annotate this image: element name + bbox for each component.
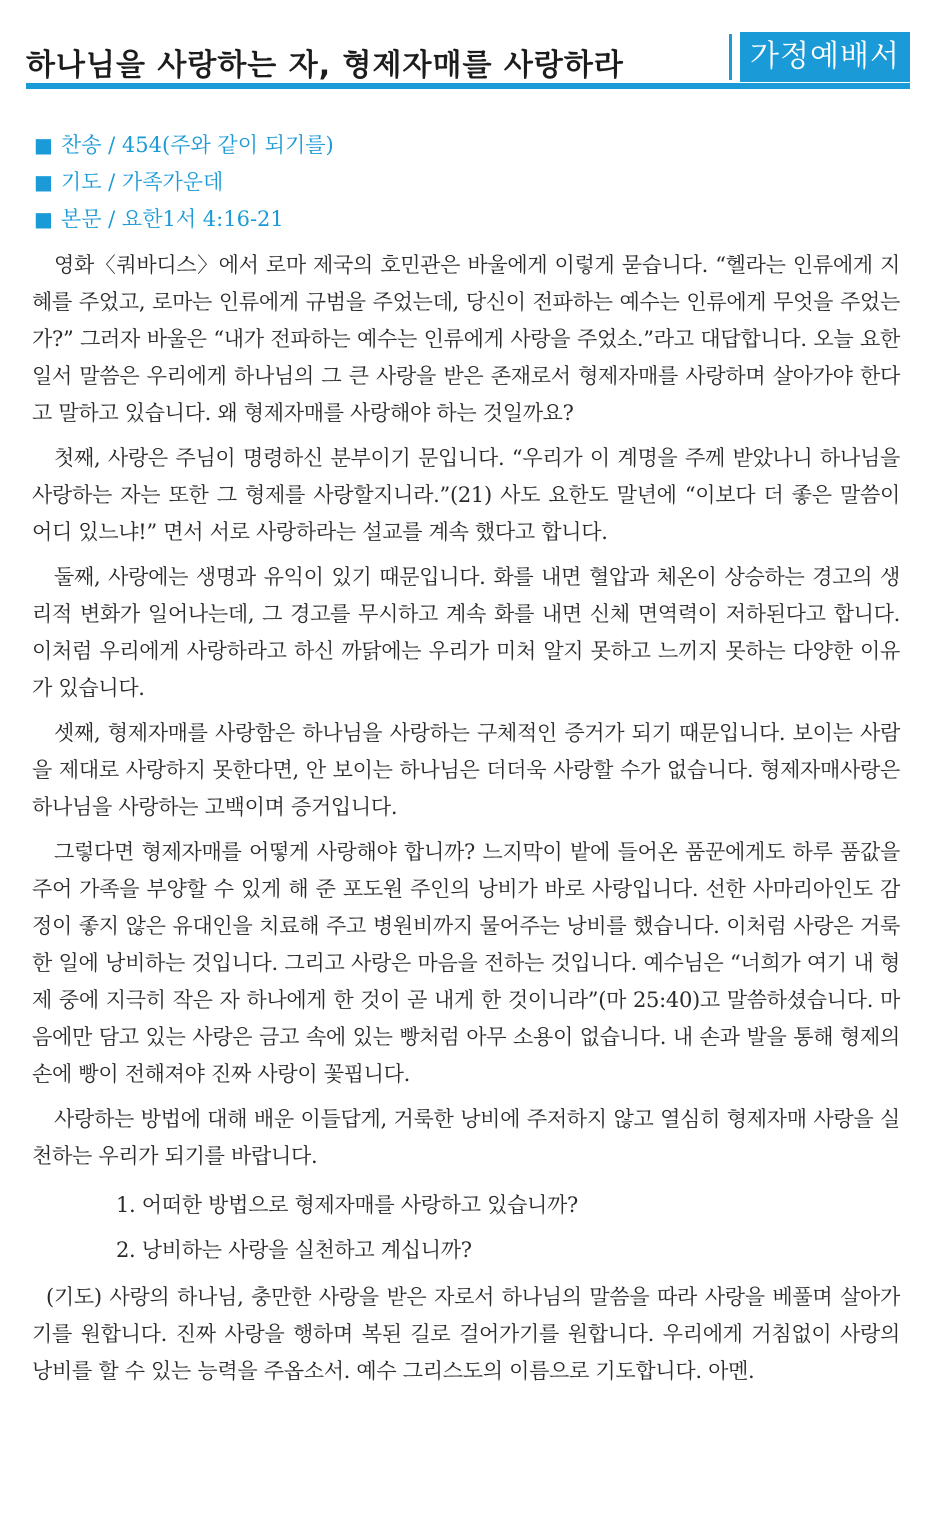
paragraph-first: 첫째, 사랑은 주님이 명령하신 분부이기 문입니다. “우리가 이 계명을 주께 받았나니 하나님을 사랑하는 자는 또한 그 형제를 사랑할지니라.”(21) 사도 요한도 말년에 “이보다 더 좋은 말씀이 어디 있느냐!” 면서 서로 사랑하라는 설교를 계속 했다고 합니다. bbox=[32, 446, 900, 544]
scripture-info bbox=[34, 201, 334, 238]
closing-prayer: (기도) 사랑의 하나님, 충만한 사랑을 받은 자로서 하나님의 말씀을 따라 사랑을 베풀며 살아가기를 원합니다. 진짜 사랑을 행하며 복된 길로 걸어가기를 원합니다. 우리에게 거침없이 사랑의 낭비를 할 수 있는 능력을 주옵소서. 예수 그리스도의 이름으로 기도합니다. 아멘. bbox=[32, 1285, 900, 1383]
page-title: 하나님을 사랑하는 자, 형제자매를 사랑하라 bbox=[26, 48, 624, 83]
discussion-questions bbox=[32, 1183, 900, 1273]
scripture-text: 본문 / 요한1서 4:16-21 bbox=[60, 207, 284, 231]
square-bullet-icon: ■ bbox=[34, 207, 53, 231]
header bbox=[26, 30, 910, 92]
prayer-leader-text: 기도 / 가족가운데 bbox=[60, 170, 224, 194]
category-badge: 가정예배서 bbox=[740, 32, 910, 82]
paragraph-conclusion: 사랑하는 방법에 대해 배운 이들답게, 거룩한 낭비에 주저하지 않고 열심히 형제자매 사랑을 실천하는 우리가 되기를 바랍니다. bbox=[32, 1107, 900, 1168]
hymn-text: 찬송 / 454(주와 같이 되기를) bbox=[60, 133, 334, 157]
question-item: 1. 어떠한 방법으로 형제자매를 사랑하고 있습니까? bbox=[116, 1193, 578, 1217]
hymn-info bbox=[34, 127, 334, 164]
header-rule bbox=[26, 83, 910, 89]
paragraph-second: 둘째, 사랑에는 생명과 유익이 있기 때문입니다. 화를 내면 혈압과 체온이 상승하는 경고의 생리적 변화가 일어나는데, 그 경고를 무시하고 계속 화를 내면 신체 면역력이 저하된다고 합니다. 이처럼 우리에게 사랑하라고 하신 까닭에는 우리가 미처 알지 못하고 느끼지 못하는 다양한 이유가 있습니다. bbox=[32, 565, 900, 700]
paragraph-third: 셋째, 형제자매를 사랑함은 하나님을 사랑하는 구체적인 증거가 되기 때문입니다. 보이는 사람을 제대로 사랑하지 못한다면, 안 보이는 하나님은 더더욱 사랑할 수가 없습니다. 형제자매사랑은 하나님을 사랑하는 고백이며 증거입니다. bbox=[32, 721, 900, 819]
header-divider bbox=[729, 34, 732, 80]
square-bullet-icon: ■ bbox=[34, 170, 53, 194]
square-bullet-icon: ■ bbox=[34, 133, 53, 157]
question-item: 2. 낭비하는 사랑을 실천하고 계십니까? bbox=[116, 1238, 472, 1262]
sermon-body bbox=[32, 247, 900, 1398]
prayer-info bbox=[34, 164, 334, 201]
service-info bbox=[34, 127, 334, 238]
paragraph-how: 그렇다면 형제자매를 어떻게 사랑해야 합니까? 느지막이 밭에 들어온 품꾼에게도 하루 품값을 주어 가족을 부양할 수 있게 해 준 포도원 주인의 낭비가 바로 사랑입니다. 선한 사마리아인도 감정이 좋지 않은 유대인을 치료해 주고 병원비까지 물어주는 낭비를 했습니다. 이처럼 사랑은 거룩한 일에 낭비하는 것입니다. 그리고 사랑은 마음을 전하는 것입니다. 예수님은 “너희가 여기 내 형제 중에 지극히 작은 자 하나에게 한 것이 곧 내게 한 것이니라”(마 25:40)고 말씀하셨습니다. 마음에만 담고 있는 사랑은 금고 속에 있는 빵처럼 아무 소용이 없습니다. 내 손과 발을 통해 형제의 손에 빵이 전해져야 진짜 사랑이 꽃핍니다. bbox=[32, 840, 900, 1086]
paragraph-intro: 영화〈쿼바디스〉에서 로마 제국의 호민관은 바울에게 이렇게 묻습니다. “헬라는 인류에게 지혜를 주었고, 로마는 인류에게 규범을 주었는데, 당신이 전파하는 예수는 인류에게 무엇을 주었는가?” 그러자 바울은 “내가 전파하는 예수는 인류에게 사랑을 주었소.”라고 대답합니다. 오늘 요한일서 말씀은 우리에게 하나님의 그 큰 사랑을 받은 존재로서 형제자매를 사랑하며 살아가야 한다고 말하고 있습니다. 왜 형제자매를 사랑해야 하는 것일까요? bbox=[32, 253, 900, 425]
